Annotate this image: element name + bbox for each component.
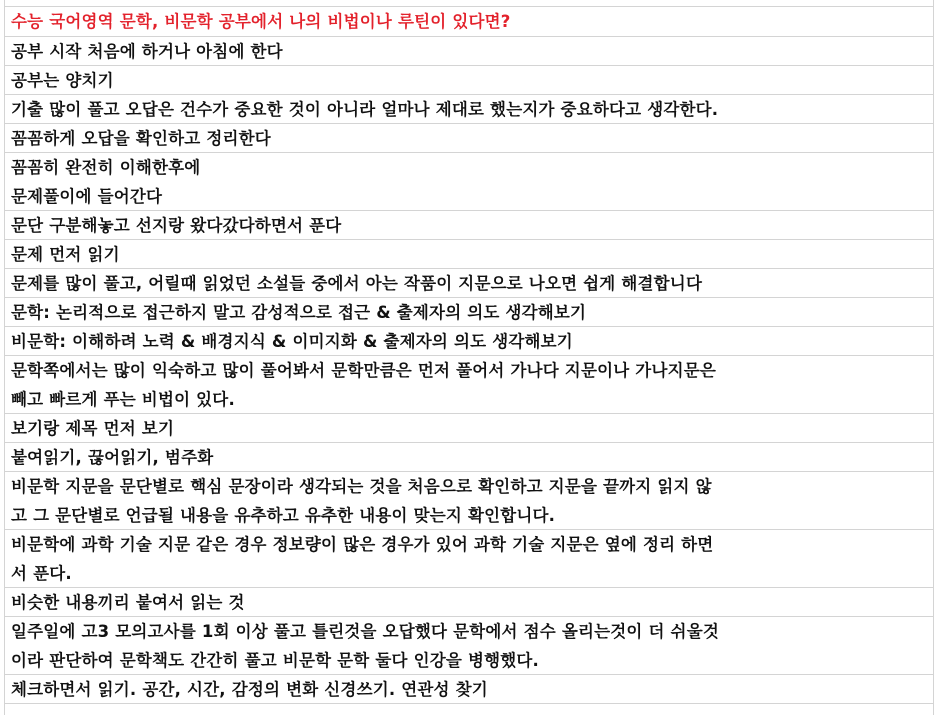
header-text: 수능 국어영역 문학, 비문학 공부에서 나의 비법이나 루틴이 있다면?	[11, 12, 511, 31]
response-cell[interactable]	[5, 37, 933, 66]
response-cell[interactable]	[5, 356, 933, 414]
cell-text-line: 체크하면서 읽기. 공간, 시간, 감정의 변화 신경쓰기. 연관성 찾기	[11, 680, 488, 699]
response-cell[interactable]	[5, 153, 933, 211]
cell-text-line: 일주일에 고3 모의고사를 1회 이상 풀고 틀린것을 오답했다 문학에서 점수 올리는것이 더 쉬울것	[11, 622, 719, 641]
cell-text-line: 문제풀이에 들어간다	[11, 186, 163, 206]
cell-text-line: 비슷한 내용끼리 붙여서 읽는 것	[11, 593, 245, 612]
cell-text-line: 기출 많이 풀고 오답은 건수가 중요한 것이 아니라 얼마나 제대로 했는지가 중요하다고 생각한다.	[11, 100, 719, 119]
cell-text-line: 붙여읽기, 끊어읽기, 범주화	[11, 448, 214, 467]
response-cell[interactable]	[5, 298, 933, 327]
cell-text-line: 비문학에 과학 기술 지문 같은 경우 정보량이 많은 경우가 있어 과학 기술 지문은 옆에 정리 하면	[11, 535, 714, 554]
cell-text-line: 서 푼다.	[11, 563, 72, 583]
cell-text-line: 꼼꼼하게 오답을 확인하고 정리한다	[11, 129, 271, 148]
cell-text-line: 문제를 많이 풀고, 어릴때 읽었던 소설들 중에서 아는 작품이 지문으로 나오면 쉽게 해결합니다	[11, 274, 703, 293]
cell-text-line: 문단 구분해놓고 선지랑 왔다갔다하면서 푼다	[11, 216, 342, 235]
cell-text-line: 공부 시작 처음에 하거나 아침에 한다	[11, 42, 283, 61]
response-cell[interactable]	[5, 240, 933, 269]
response-cell[interactable]	[5, 675, 933, 704]
cell-text-line: 빼고 빠르게 푸는 비법이 있다.	[11, 389, 235, 409]
response-cell[interactable]	[5, 443, 933, 472]
response-cell[interactable]	[5, 66, 933, 95]
cell-text-line: 보기랑 제목 먼저 보기	[11, 419, 175, 438]
cell-text-line: 이라 판단하여 문학책도 간간히 풀고 비문학 문학 둘다 인강을 병행했다.	[11, 650, 539, 670]
response-cell[interactable]	[5, 472, 933, 530]
response-cell[interactable]	[5, 95, 933, 124]
cell-text-line: 비문학 지문을 문단별로 핵심 문장이라 생각되는 것을 처음으로 확인하고 지문을 끝까지 읽지 않	[11, 477, 712, 496]
cell-text-line: 꼼꼼히 완전히 이해한후에	[11, 158, 201, 177]
cell-text-line: 공부는 양치기	[11, 71, 114, 90]
response-cell[interactable]	[5, 327, 933, 356]
cell-text-line: 비문학: 이해하려 노력 & 배경지식 & 이미지화 & 출제자의 의도 생각해보기	[11, 332, 573, 351]
cell-text-line: 고 그 문단별로 언급될 내용을 유추하고 유추한 내용이 맞는지 확인합니다.	[11, 505, 556, 525]
cell-text-line: 문제 먼저 읽기	[11, 245, 120, 264]
response-cell[interactable]	[5, 414, 933, 443]
response-cell[interactable]	[5, 124, 933, 153]
response-cell[interactable]	[5, 269, 933, 298]
header-cell[interactable]	[5, 7, 933, 37]
response-cell[interactable]	[5, 588, 933, 617]
response-cell[interactable]	[5, 530, 933, 588]
response-cell[interactable]	[5, 211, 933, 240]
response-cell[interactable]	[5, 617, 933, 675]
cell-text-line: 문학쪽에서는 많이 익숙하고 많이 풀어봐서 문학만큼은 먼저 풀어서 가나다 지문이나 가나지문은	[11, 361, 717, 380]
cell-text-line: 문학: 논리적으로 접근하지 말고 감성적으로 접근 & 출제자의 의도 생각해보기	[11, 303, 587, 322]
